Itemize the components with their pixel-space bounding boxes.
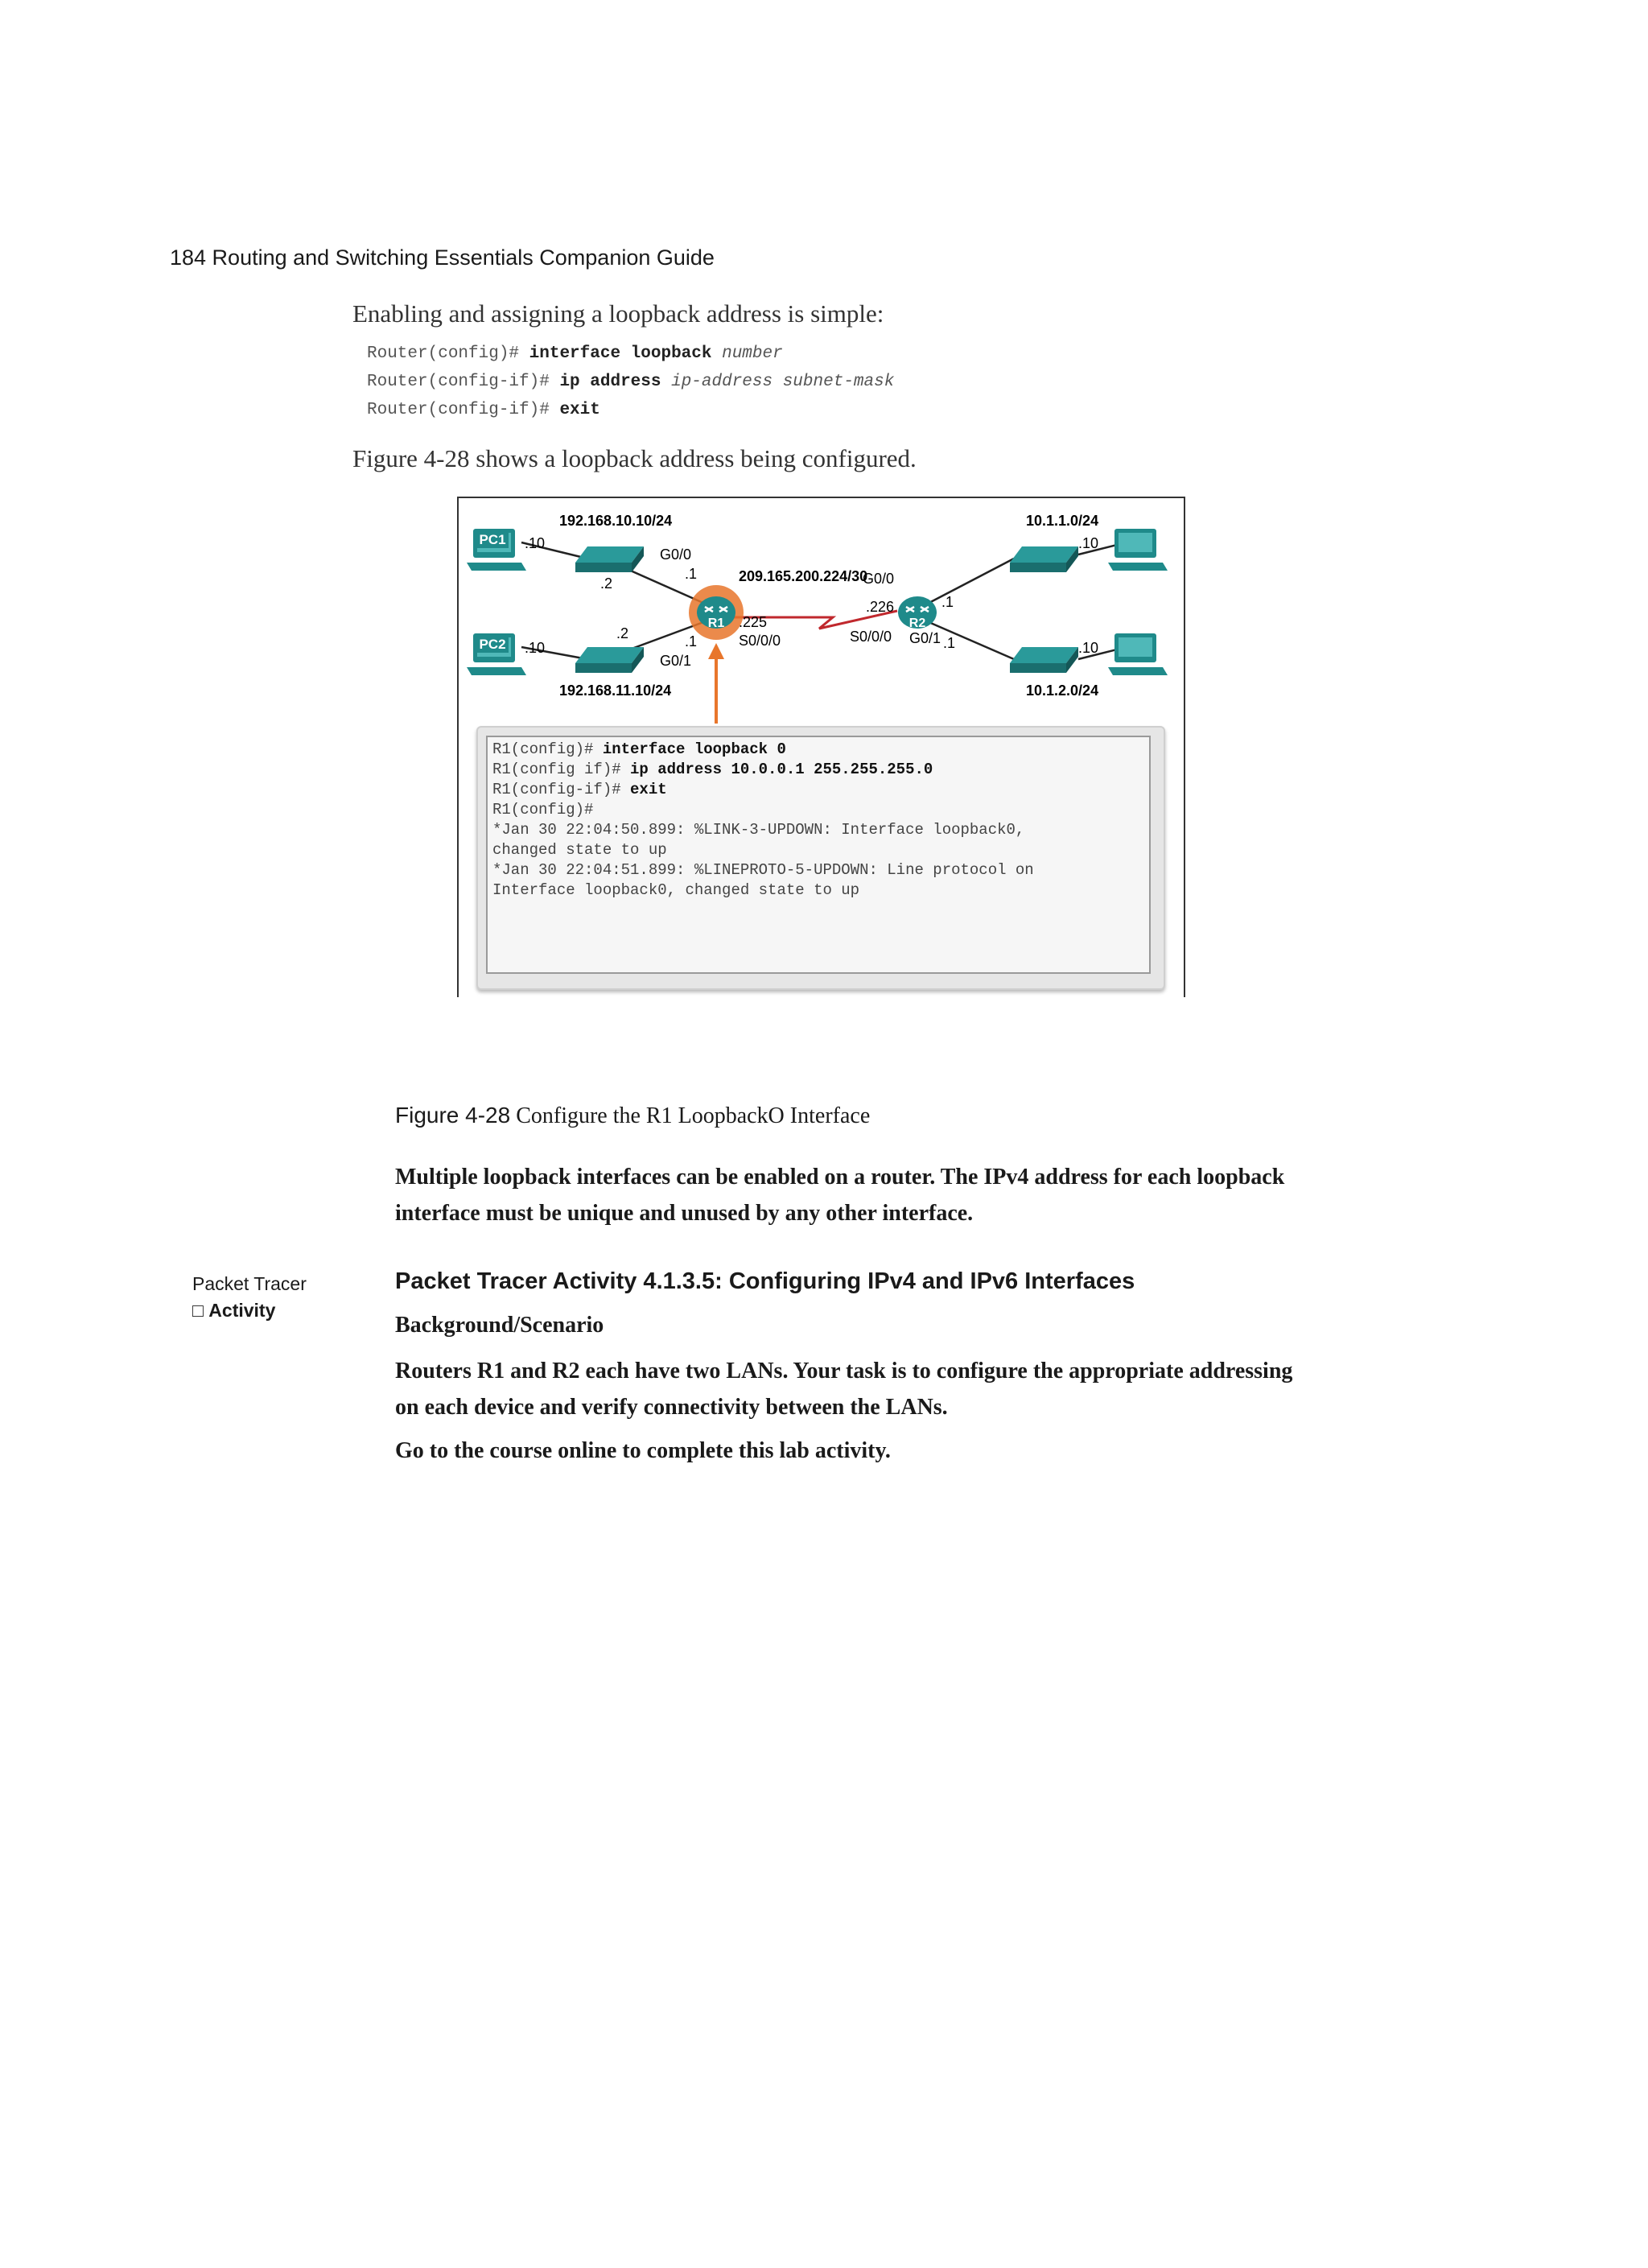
terminal-line-8: Interface loopback0, changed state to up [492, 881, 860, 899]
label-pc1-host: .10 [525, 535, 546, 551]
terminal-line-2: R1(config if)# ip address 10.0.0.1 255.255.255.0 [492, 761, 933, 778]
label-r1-g00: G0/0 [660, 546, 692, 563]
label-net-top-right: 10.1.1.0/24 [1026, 513, 1099, 529]
activity-subtitle: Background/Scenario [395, 1313, 604, 1338]
terminal-line-6: changed state to up [492, 841, 667, 859]
terminal-line-4: R1(config)# [492, 801, 594, 819]
running-header: 184 Routing and Switching Essentials Companion Guide [170, 245, 715, 270]
label-net-bottom-left: 192.168.11.10/24 [559, 682, 672, 699]
switch-3-icon [1010, 546, 1078, 572]
figure-title: Configure the R1 LoopbackO Interface [516, 1103, 871, 1128]
pc4-icon [1108, 633, 1168, 675]
sidebar-packet-tracer: Packet Tracer [192, 1273, 307, 1294]
terminal-line-1: R1(config)# interface loopback 0 [492, 740, 786, 758]
activity-body-line-1: Routers R1 and R2 each have two LANs. Your task is to configure the appropriate addressing [395, 1359, 1293, 1383]
figure-reference-sentence: Figure 4-28 shows a loopback address being configured. [352, 444, 917, 472]
label-pc2-host: .10 [525, 640, 546, 656]
figure-frame-right [1184, 497, 1185, 997]
label-net-top-left: 192.168.10.10/24 [559, 513, 673, 529]
label-r2-g01: G0/1 [909, 630, 941, 646]
figure-number: Figure 4-28 [395, 1103, 511, 1128]
terminal-line-3: R1(config-if)# exit [492, 781, 667, 798]
switch-1-icon [575, 546, 644, 572]
label-net-bottom-right: 10.1.2.0/24 [1026, 682, 1099, 699]
code-line-1: Router(config)# interface loopback number [367, 344, 783, 363]
label-r1-s000: S0/0/0 [739, 633, 781, 649]
r2-label: R2 [908, 616, 926, 630]
pc2-label: PC2 [479, 637, 506, 652]
r1-label: R1 [707, 616, 725, 630]
label-r2-g00: G0/0 [863, 571, 895, 587]
label-r2-g00-host: .1 [941, 594, 954, 610]
pc1-label: PC1 [479, 532, 506, 547]
arrow-head-icon [708, 643, 724, 659]
checkbox-icon: □ [192, 1300, 204, 1321]
activity-closing: Go to the course online to complete this lab activity. [395, 1438, 891, 1463]
label-sw1-host: .2 [600, 575, 613, 592]
label-serial-net: 209.165.200.224/30 [739, 568, 868, 584]
label-r2-s000: S0/0/0 [850, 629, 892, 645]
figure-caption [395, 1103, 870, 1129]
code-line-3: Router(config-if)# exit [367, 401, 600, 419]
switch-2-icon [575, 647, 644, 673]
label-r1-g01: G0/1 [660, 653, 692, 669]
label-r2-g01-host: .1 [943, 635, 956, 651]
label-r1-g01-host: .1 [685, 633, 698, 649]
label-r1-s-host: .225 [739, 614, 768, 630]
sidebar-activity: □ Activity [192, 1300, 276, 1321]
activity-title: Packet Tracer Activity 4.1.3.5: Configuring IPv4 and IPv6 Interfaces [395, 1268, 1135, 1294]
link-r2-sw3 [921, 559, 1014, 607]
label-pc4-host: .10 [1078, 640, 1099, 656]
pc3-icon [1108, 529, 1168, 571]
code-line-2: Router(config-if)# ip address ip-address subnet-mask [367, 373, 895, 391]
terminal-line-7: *Jan 30 22:04:51.899: %LINEPROTO-5-UPDOWN: Line protocol on [492, 861, 1034, 879]
activity-body-line-2: on each device and verify connectivity between the LANs. [395, 1395, 948, 1420]
intro-sentence: Enabling and assigning a loopback address is simple: [352, 299, 884, 328]
label-pc3-host: .10 [1078, 535, 1099, 551]
network-topology-diagram [459, 498, 1183, 724]
switch-4-icon [1010, 647, 1078, 673]
label-r2-s-host: .226 [866, 599, 895, 615]
label-sw2-host: .2 [616, 625, 629, 641]
paragraph-line-1: Multiple loopback interfaces can be enabled on a router. The IPv4 address for each loopback [395, 1165, 1285, 1190]
paragraph-line-2: interface must be unique and unused by any other interface. [395, 1201, 974, 1226]
label-r1-g00-host: .1 [685, 566, 698, 582]
terminal-line-5: *Jan 30 22:04:50.899: %LINK-3-UPDOWN: Interface loopback0, [492, 821, 1025, 839]
